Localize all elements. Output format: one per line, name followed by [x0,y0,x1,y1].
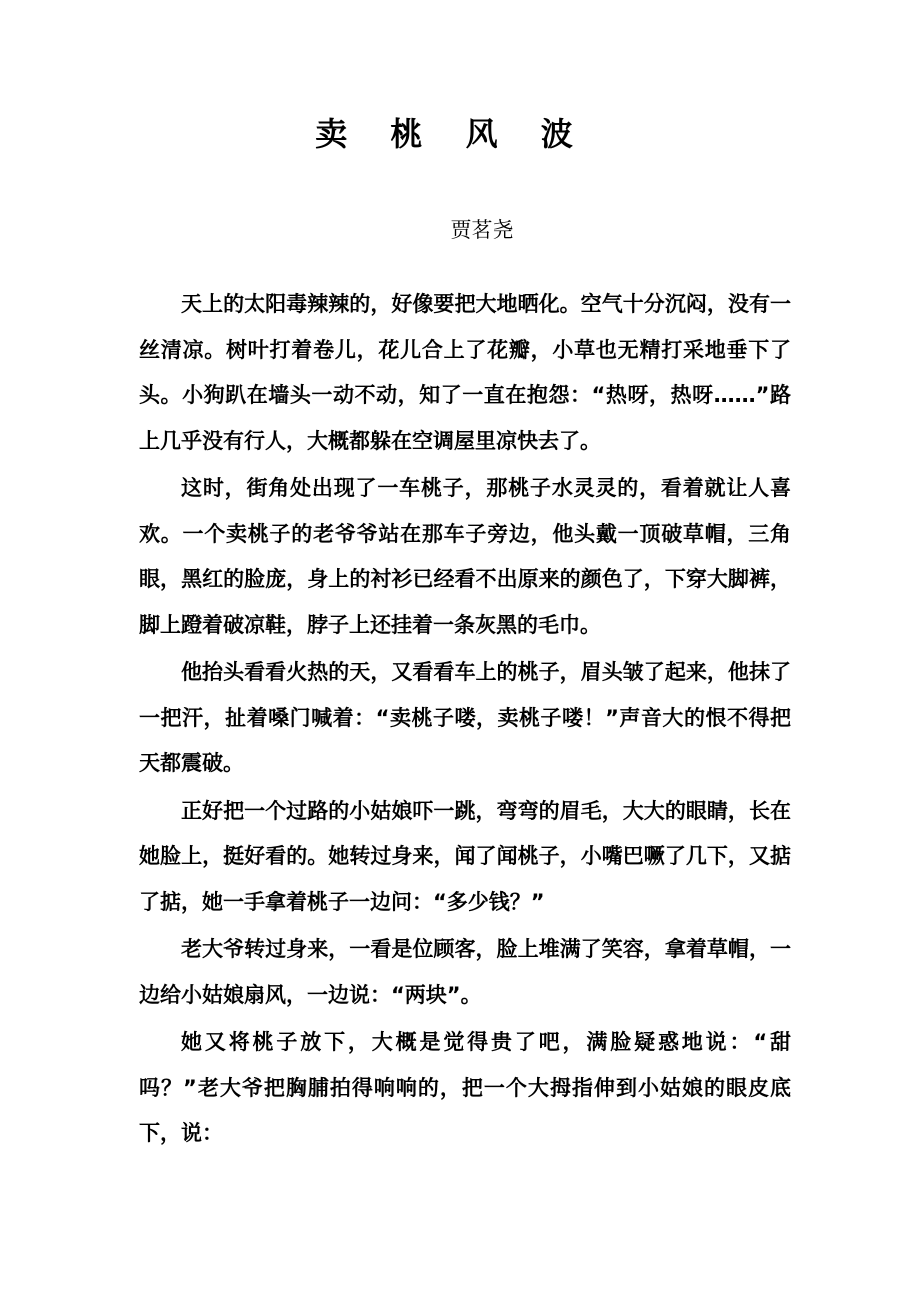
document-title: 卖 桃 风 波 [315,115,589,153]
paragraph-5: 老大爷转过身来，一看是位顾客，脸上堆满了笑容，拿着草帽，一边给小姑娘扇风，一边说：“两块”。 [139,937,791,1007]
document-author: 贾茗尧 [450,218,514,242]
paragraph-6: 她又将桃子放下，大概是觉得贵了吧，满脸疑惑地说：“甜吗？”老大爷把胸脯拍得响响的，把一个大拇指伸到小姑娘的眼皮底下，说： [139,1030,791,1145]
paragraph-3: 他抬头看看火热的天，又看看车上的桃子，眉头皱了起来，他抹了一把汗，扯着嗓门喊着：“卖桃子喽，卖桃子喽！”声音大的恨不得把天都震破。 [139,660,791,775]
paragraph-1: 天上的太阳毒辣辣的，好像要把大地晒化。空气十分沉闷，没有一丝清凉。树叶打着卷儿，花儿合上了花瓣，小草也无精打采地垂下了头。小狗趴在墙头一动不动，知了一直在抱怨：“热呀，热呀……”路上几乎没有行人，大概都躲在空调屋里凉快去了。 [139,292,791,453]
paragraph-2: 这时，街角处出现了一车桃子，那桃子水灵灵的，看着就让人喜欢。一个卖桃子的老爷爷站在那车子旁边，他头戴一顶破草帽，三角眼，黑红的脸庞，身上的衬衫已经看不出原来的颜色了，下穿大脚裤，脚上蹬着破凉鞋，脖子上还挂着一条灰黑的毛巾。 [139,476,791,637]
document-body [139,282,791,1159]
paragraph-4: 正好把一个过路的小姑娘吓一跳，弯弯的眉毛，大大的眼睛，长在她脸上，挺好看的。她转过身来，闻了闻桃子，小嘴巴噘了几下，又掂了掂，她一手拿着桃子一边问：“多少钱？” [139,798,791,914]
